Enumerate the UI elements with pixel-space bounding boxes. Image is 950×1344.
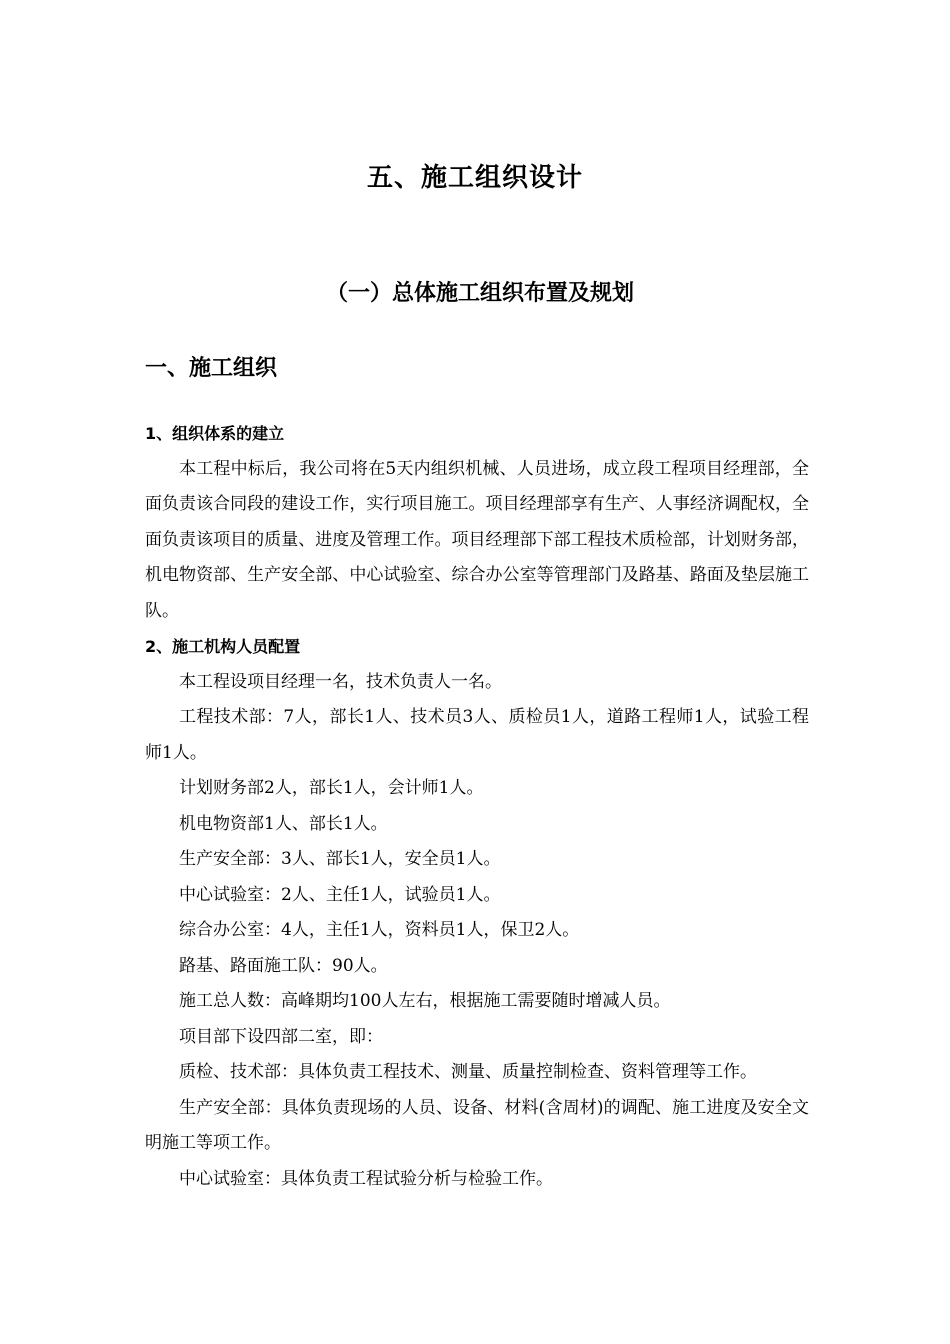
paragraph: 生产安全部：具体负责现场的人员、设备、材料(含周材)的调配、施工进度及安全文明施工等项工作。	[145, 1097, 809, 1153]
paragraph: 中心试验室：具体负责工程试验分析与检验工作。	[179, 1168, 553, 1189]
paragraph: 路基、路面施工队：90人。	[179, 955, 388, 976]
paragraph: 综合办公室：4人，主任1人，资料员1人，保卫2人。	[179, 920, 580, 940]
paragraph: 生产安全部：3人、部长1人，安全员1人。	[179, 849, 501, 869]
paragraph: 工程技术部：7人，部长1人、技术员3人、质检员1人，道路工程师1人，试验工程师1人。	[145, 707, 809, 763]
paragraph: 施工总人数：高峰期均100人左右，根据施工需要随时增减人员。	[179, 991, 671, 1011]
document-title: 五、施工组织设计	[366, 163, 583, 193]
paragraph: 机电物资部1人、部长1人。	[179, 813, 388, 834]
document-subtitle: （一）总体施工组织布置及规划	[325, 281, 634, 306]
document-body	[145, 416, 809, 1197]
paragraph: 本工程中标后，我公司将在5天内组织机械、人员进场，成立段工程项目经理部，全面负责该合同段的建设工作，实行项目施工。项目经理部享有生产、人事经济调配权，全面负责该项目的质量、进度及管理工作。项目经理部下部工程技术质检部，计划财务部，机电物资部、生产安全部、中心试验室、综合办公室等管理部门及路基、路面及垫层施工队。	[145, 458, 809, 621]
subsection-heading-organization-system: 1、组织体系的建立	[145, 424, 285, 443]
subsection-heading-staffing: 2、施工机构人员配置	[145, 637, 301, 656]
paragraph: 质检、技术部：具体负责工程技术、测量、质量控制检查、资料管理等工作。	[179, 1062, 757, 1082]
paragraph: 中心试验室：2人、主任1人，试验员1人。	[179, 884, 501, 905]
section-heading: 一、施工组织	[145, 356, 278, 381]
paragraph: 计划财务部2人，部长1人，会计师1人。	[179, 778, 484, 798]
paragraph: 本工程设项目经理一名，技术负责人一名。	[179, 671, 502, 692]
paragraph: 项目部下设四部二室，即：	[179, 1026, 383, 1047]
